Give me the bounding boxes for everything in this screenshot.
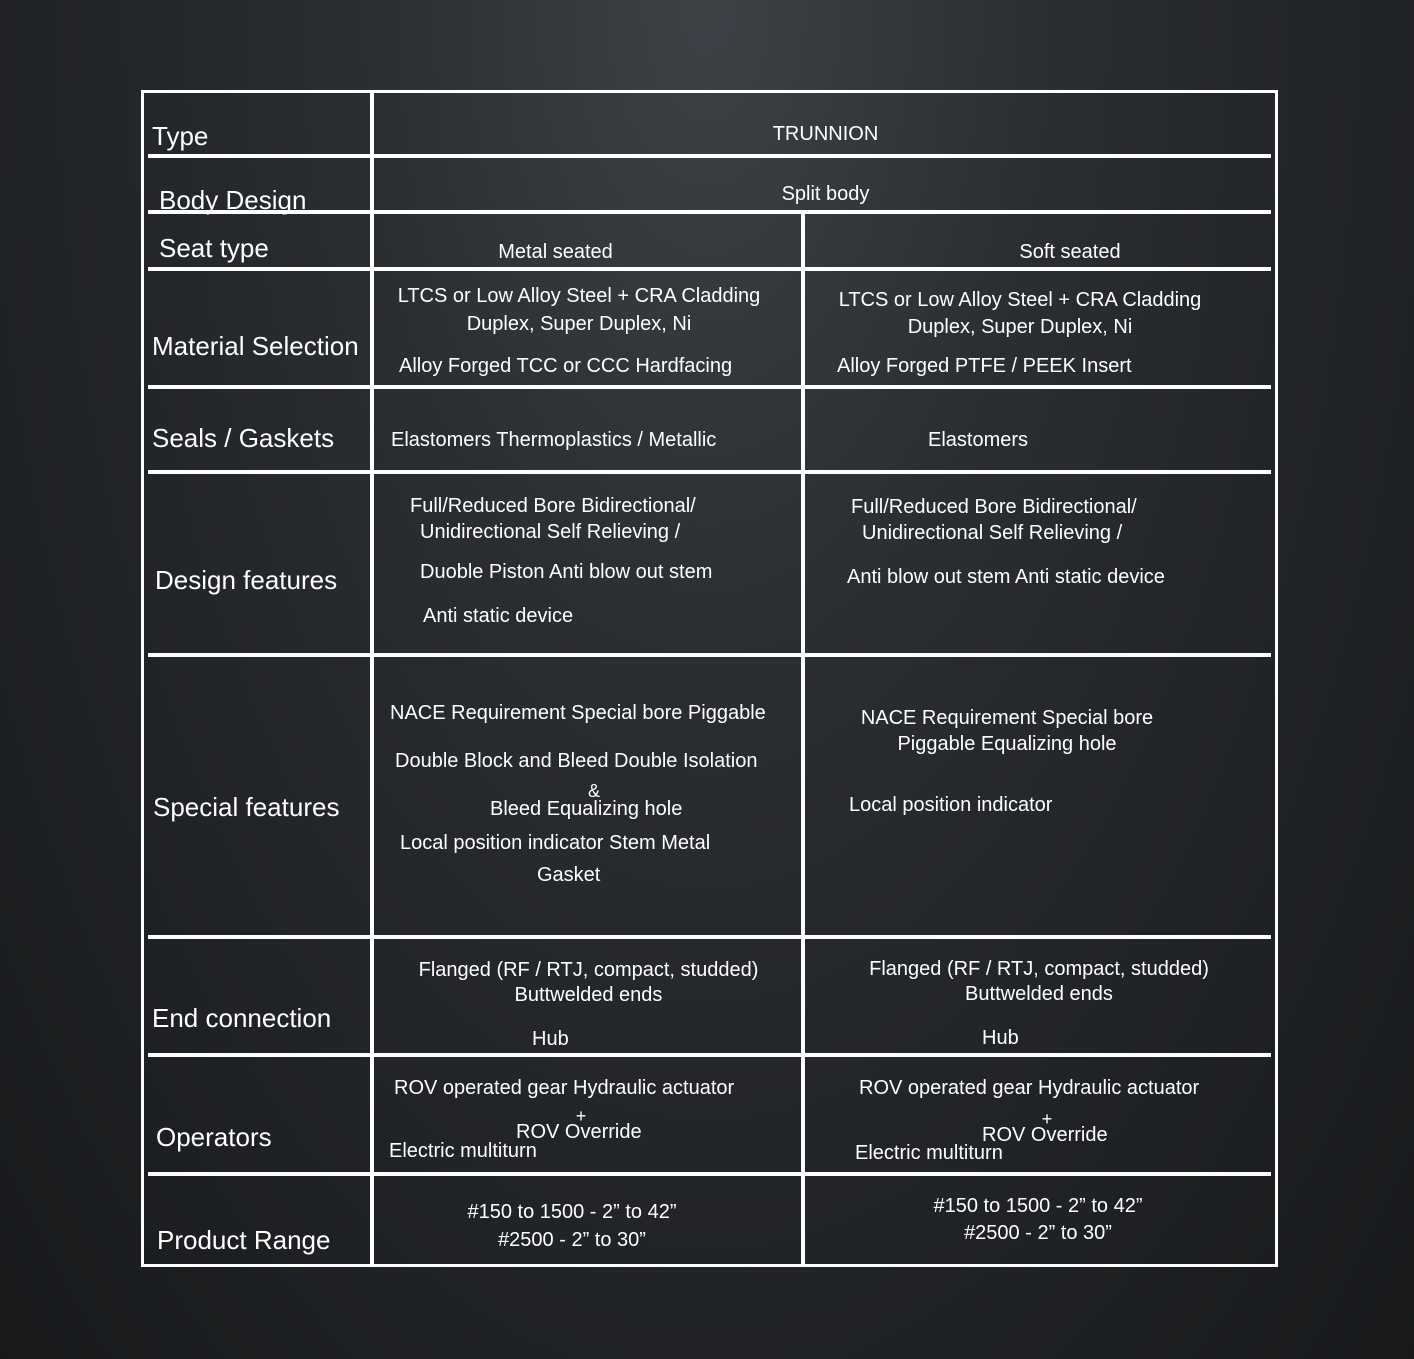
material-soft-line1: LTCS or Low Alloy Steel + CRA Cladding (838, 289, 1202, 311)
design-metal-line3: Duoble Piston Anti blow out stem (420, 561, 713, 583)
seals-soft: Elastomers (928, 429, 1029, 451)
label-design-features: Design features (155, 565, 338, 595)
material-metal-line3: Alloy Forged TCC or CCC Hardfacing (399, 355, 733, 377)
design-soft-line2: Unidirectional Self Relieving / (862, 522, 1123, 544)
special-metal-line2: Double Block and Bleed Double Isolation (395, 750, 758, 772)
operators-metal-line3: Electric multiturn (389, 1140, 537, 1162)
special-metal-line1: NACE Requirement Special bore Piggable (390, 702, 766, 724)
operators-soft-line3: Electric multiturn (855, 1142, 1003, 1164)
special-metal-line4: Local position indicator Stem Metal (400, 832, 711, 854)
operators-soft-plus: + (1041, 1109, 1053, 1129)
seat-type-metal: Metal seated (498, 241, 613, 263)
row-divider (148, 935, 1271, 939)
row-divider (148, 1172, 1271, 1176)
range-metal-line2: #2500 - 2” to 30” (498, 1229, 646, 1251)
material-soft-line3: Alloy Forged PTFE / PEEK Insert (837, 355, 1132, 377)
row-divider (148, 267, 1271, 271)
end-soft-line3: Hub (982, 1027, 1019, 1049)
end-soft-line2: Buttwelded ends (965, 983, 1113, 1005)
material-soft-line2: Duplex, Super Duplex, Ni (907, 316, 1133, 338)
operators-metal-plus: + (575, 1106, 587, 1126)
row-divider (148, 1053, 1271, 1057)
label-material-selection: Material Selection (152, 331, 359, 361)
special-metal-line5: Gasket (537, 864, 601, 886)
seals-metal: Elastomers Thermoplastics / Metallic (391, 429, 717, 451)
label-special-features: Special features (153, 792, 340, 822)
design-metal-line2: Unidirectional Self Relieving / (420, 521, 681, 543)
label-type: Type (152, 121, 209, 151)
label-operators: Operators (156, 1122, 272, 1152)
row-divider (148, 385, 1271, 389)
operators-soft-line2: ROV Override (982, 1124, 1108, 1146)
special-soft-line2: Piggable Equalizing hole (897, 733, 1117, 755)
body-design-value: Split body (781, 183, 870, 205)
design-metal-line1: Full/Reduced Bore Bidirectional/ (410, 495, 696, 517)
label-body-design: Body Design (159, 185, 307, 215)
end-metal-line1: Flanged (RF / RTJ, compact, studded) (418, 959, 759, 981)
row-divider (148, 653, 1271, 657)
material-metal-line2: Duplex, Super Duplex, Ni (466, 313, 692, 335)
range-soft-line1: #150 to 1500 - 2” to 42” (933, 1195, 1143, 1217)
special-soft-line1: NACE Requirement Special bore (860, 707, 1154, 729)
type-value: TRUNNION (772, 123, 879, 145)
operators-soft-line1: ROV operated gear Hydraulic actuator (859, 1077, 1200, 1099)
design-soft-line3: Anti blow out stem Anti static device (847, 566, 1165, 588)
label-end-connection: End connection (152, 1003, 332, 1033)
special-soft-line3: Local position indicator (849, 794, 1053, 816)
label-seat-type: Seat type (159, 233, 269, 263)
special-metal-line3: Bleed Equalizing hole (490, 798, 683, 820)
end-metal-line2: Buttwelded ends (514, 984, 663, 1006)
range-soft-line2: #2500 - 2” to 30” (964, 1222, 1112, 1244)
design-soft-line1: Full/Reduced Bore Bidirectional/ (851, 496, 1137, 518)
row-divider (148, 154, 1271, 158)
special-metal-ampersand: & (587, 781, 600, 801)
end-metal-line3: Hub (532, 1028, 569, 1050)
row-divider (148, 470, 1271, 474)
design-metal-line4: Anti static device (423, 605, 574, 627)
range-metal-line1: #150 to 1500 - 2” to 42” (467, 1201, 677, 1223)
label-product-range: Product Range (157, 1225, 331, 1255)
spec-table (141, 90, 1278, 1267)
end-soft-line1: Flanged (RF / RTJ, compact, studded) (869, 958, 1209, 980)
label-seals-gaskets: Seals / Gaskets (152, 423, 335, 453)
operators-metal-line2: ROV Override (516, 1121, 642, 1143)
column-divider (370, 93, 374, 1264)
operators-metal-line1: ROV operated gear Hydraulic actuator (394, 1077, 735, 1099)
material-metal-line1: LTCS or Low Alloy Steel + CRA Cladding (397, 285, 761, 307)
seat-type-soft: Soft seated (1019, 241, 1121, 263)
